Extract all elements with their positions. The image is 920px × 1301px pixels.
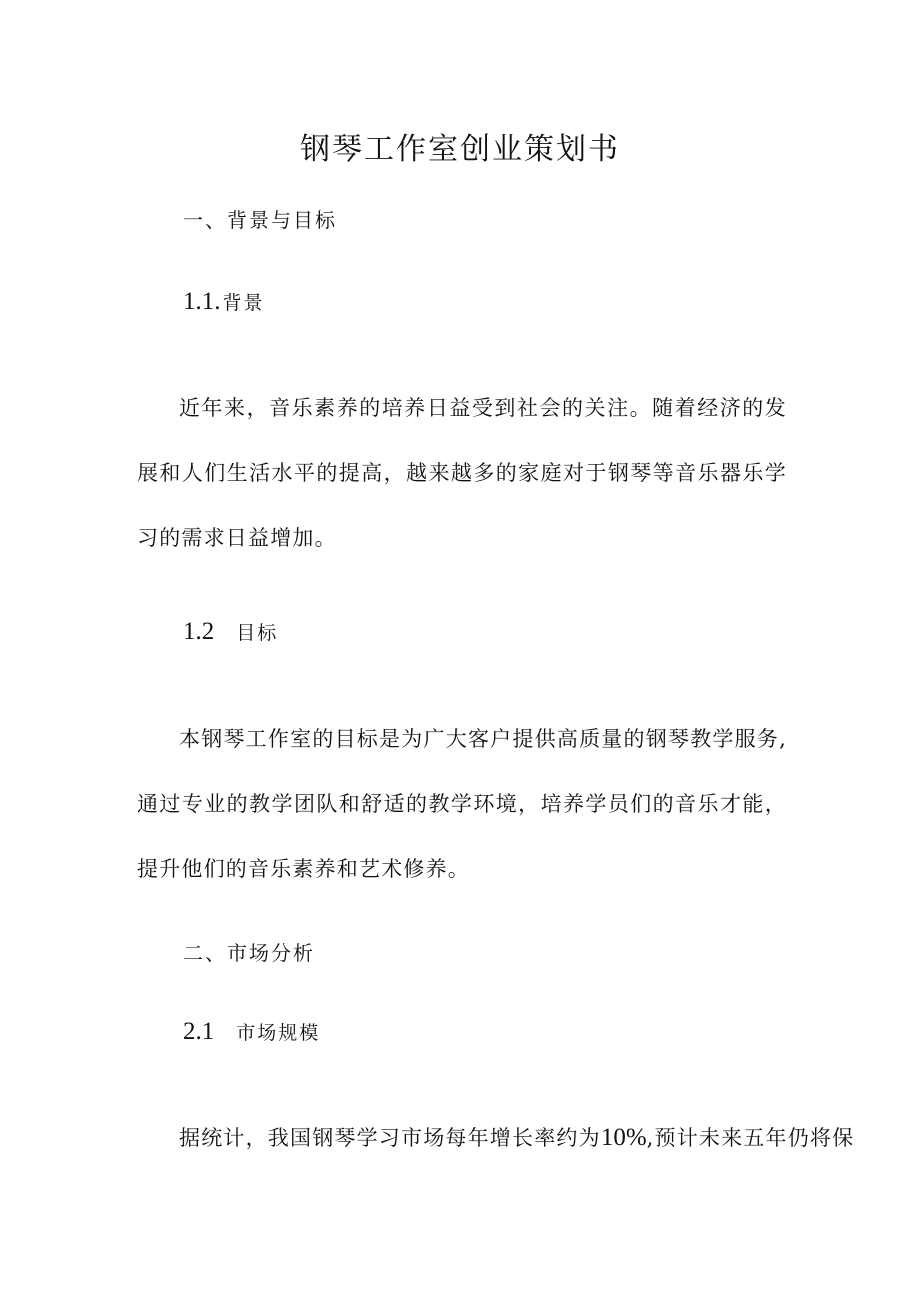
paragraph-background: 近年来，音乐素养的培养日益受到社会的关注。随着经济的发展和人们生活水平的提高，越来越多的家庭对于钢琴等音乐器乐学习的需求日益增加。 bbox=[137, 396, 787, 550]
section-heading-background-goals: 一、背景与目标 bbox=[183, 208, 337, 232]
growth-rate-value: 10% bbox=[600, 1124, 647, 1151]
section-heading-market-analysis: 二、市场分析 bbox=[183, 941, 315, 965]
subsection-number: 1.2 bbox=[183, 618, 215, 645]
subsection-label: 目标 bbox=[236, 622, 279, 644]
subsection-label: 市场规模 bbox=[236, 1022, 321, 1044]
paragraph-goals: 本钢琴工作室的目标是为广大客户提供高质量的钢琴教学服务,通过专业的教学团队和舒适的教学环境，培养学员们的音乐才能，提升他们的音乐素养和艺术修养。 bbox=[137, 727, 787, 881]
paragraph-market-size bbox=[137, 1105, 855, 1171]
subsection-number: 1.1. bbox=[183, 288, 221, 315]
paragraph-text-start: 据统计，我国钢琴学习市场每年增长率约为 bbox=[179, 1126, 601, 1150]
paragraph-text-end: ,预计未来五年仍将保 bbox=[646, 1126, 855, 1150]
subsection-heading-2-1 bbox=[183, 1015, 320, 1050]
subsection-heading-1-1 bbox=[183, 285, 265, 320]
subsection-number: 2.1 bbox=[183, 1018, 215, 1045]
subsection-label: 背景 bbox=[222, 292, 265, 314]
document-title: 钢琴工作室创业策划书 bbox=[300, 132, 620, 167]
subsection-heading-1-2 bbox=[183, 615, 278, 650]
